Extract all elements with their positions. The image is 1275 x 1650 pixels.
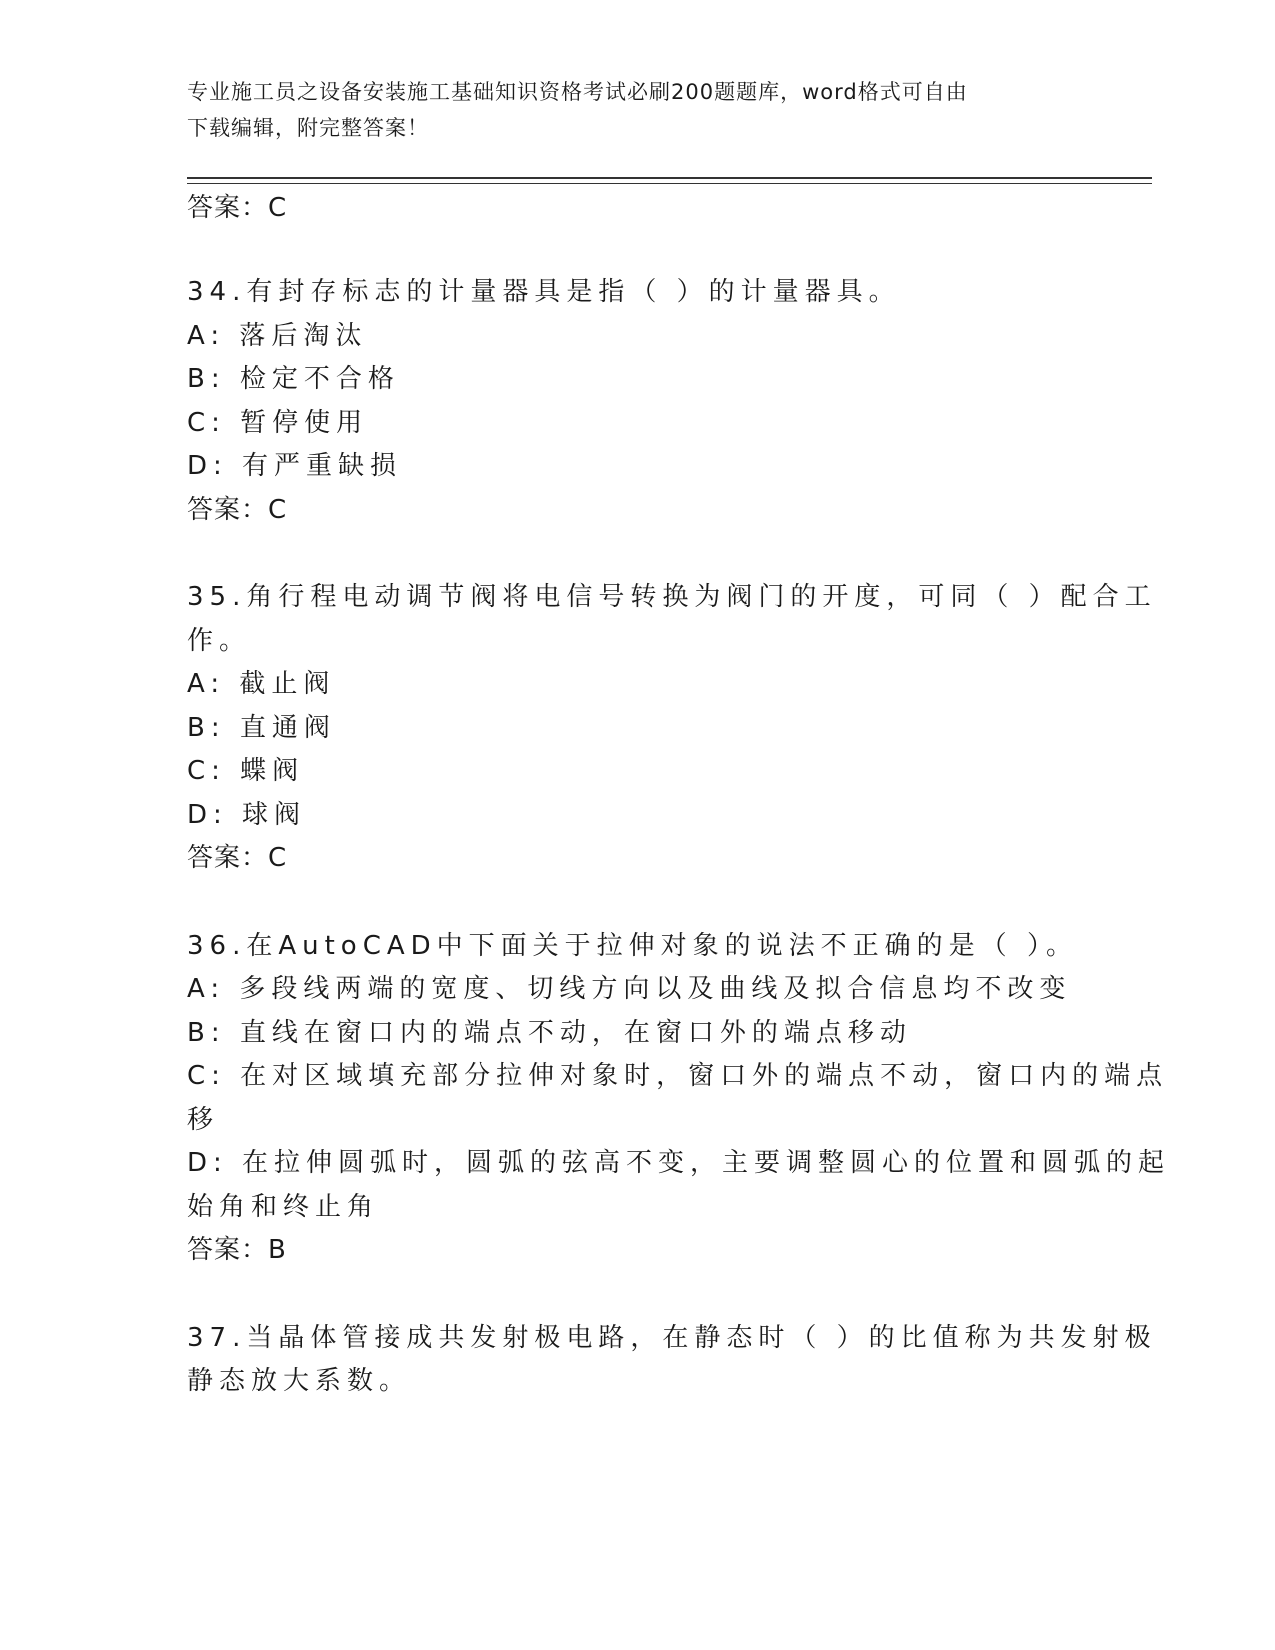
question-37-stem-line-1: 37.当晶体管接成共发射极电路，在静态时（ ）的比值称为共发射极 [187, 1323, 1157, 1353]
question-36-option-d-line-1: D: 在拉伸圆弧时，圆弧的弦高不变，主要调整圆心的位置和圆弧的起 [187, 1148, 1171, 1178]
header-line-1: 专业施工员之设备安装施工基础知识资格考试必刷200题题库，word格式可自由 [187, 80, 968, 104]
question-34-option-b: B: 检定不合格 [187, 364, 400, 394]
question-36-option-a: A: 多段线两端的宽度、切线方向以及曲线及拟合信息均不改变 [187, 974, 1072, 1004]
question-36-option-b: B: 直线在窗口内的端点不动，在窗口外的端点移动 [187, 1018, 912, 1048]
question-36-option-d-line-2: 始角和终止角 [187, 1192, 380, 1222]
question-35-answer: 答案：C [187, 843, 288, 873]
header-divider-thick [187, 177, 1152, 179]
question-36-answer: 答案：B [187, 1235, 287, 1265]
question-34-option-d: D: 有严重缺损 [187, 451, 403, 481]
question-34-option-a: A: 落后淘汰 [187, 321, 368, 351]
question-34-stem: 34.有封存标志的计量器具是指（ ）的计量器具。 [187, 277, 901, 307]
question-36-option-c-line-2: 移 [187, 1105, 220, 1135]
answer-q33: 答案：C [187, 193, 288, 223]
question-35-stem-line-2: 作。 [187, 626, 252, 656]
header-divider-thin [187, 183, 1152, 184]
question-36-stem: 36.在AutoCAD中下面关于拉伸对象的说法不正确的是（ ）。 [187, 931, 1078, 961]
question-37-stem-line-2: 静态放大系数。 [187, 1366, 412, 1396]
question-34-option-c: C: 暂停使用 [187, 408, 369, 438]
question-35-option-c: C: 蝶阀 [187, 756, 305, 786]
question-34-answer: 答案：C [187, 495, 288, 525]
question-36-option-c-line-1: C: 在对区域填充部分拉伸对象时，窗口外的端点不动，窗口内的端点 [187, 1061, 1169, 1091]
question-35-stem-line-1: 35.角行程电动调节阀将电信号转换为阀门的开度，可同（ ）配合工 [187, 582, 1157, 612]
header-line-2: 下载编辑，附完整答案！ [187, 116, 429, 140]
question-35-option-d: D: 球阀 [187, 800, 307, 830]
document-header [187, 74, 1067, 146]
question-35-option-b: B: 直通阀 [187, 713, 336, 743]
question-35-option-a: A: 截止阀 [187, 669, 336, 699]
